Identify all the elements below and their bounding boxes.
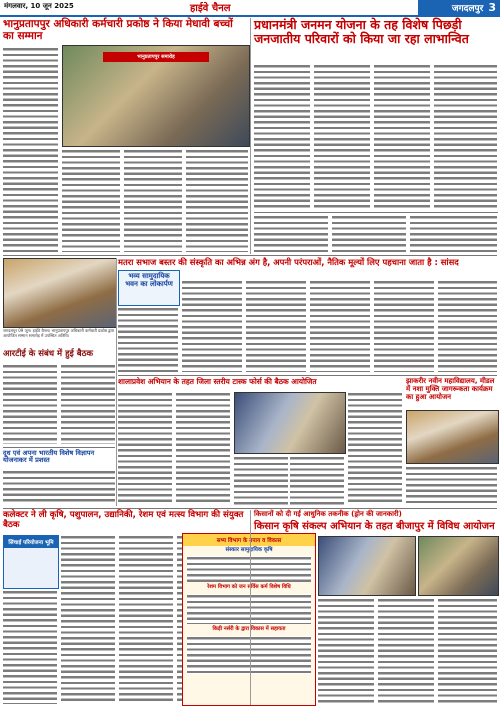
article-body	[438, 280, 497, 372]
article-body	[3, 590, 57, 704]
article-body	[438, 598, 497, 704]
headline-dudh: दूध एवं अपना भारतीय विशेष विज्ञापन योजनाकर में प्रशस्त	[3, 449, 95, 465]
boxed-story	[118, 270, 180, 306]
article-body	[3, 47, 58, 252]
article-body	[374, 280, 434, 372]
article-body	[310, 280, 370, 372]
divider	[118, 375, 497, 376]
article-body	[374, 64, 430, 208]
article-body	[61, 364, 115, 444]
headline-collector: कलेक्टर ने ली कृषि, पशुपालन, उद्यानिकी, रेशम एवं मत्स्य विभाग की संयुक्त बैठक	[3, 510, 244, 530]
article-body	[348, 392, 402, 505]
article-body	[182, 280, 242, 372]
article-body	[61, 535, 115, 704]
headline-left-top: भानुप्रतापपुर अधिकारी कर्मचारी प्रकोष्ठ ने किया मेधावी बच्चों का सम्मान	[3, 18, 233, 42]
ad-body	[187, 636, 311, 674]
article-body	[332, 215, 406, 252]
article-body	[434, 64, 497, 208]
photo-caption: जगदलपुर 09 जून। हाईवे चैनल। भानुप्रतापपुर अधिकारी कर्मचारी प्रकोष्ठ द्वारा आयोजित सम्मान समारोह में उपस्थित अतिथि।	[3, 328, 115, 338]
event-photo	[3, 258, 117, 328]
photo-banner: भानुप्रतापपुर समारोह	[103, 52, 209, 62]
issue-date: मंगलवार, 10 जून 2025	[4, 2, 74, 10]
column-rule	[116, 258, 117, 506]
headline-jhakri: झाकरीर नवीन महाविद्यालय, मीडल में नशा मुक्ति जागरूकता कार्यक्रम का हुआ आयोजन	[406, 377, 495, 401]
divider	[3, 447, 115, 448]
article-body	[246, 280, 306, 372]
boxed-story-title: भव्य सामुदायिक भवन का लोकार्पण	[125, 272, 173, 288]
headline-rte: आरटीई के संबंध में हुई बैठक	[3, 349, 94, 359]
headline-shala: शालाप्रवेश अभियान के तहत जिला स्तरीय टास्क फोर्स की बैठक आयोजित	[118, 377, 317, 386]
article-body	[124, 149, 182, 252]
headline-kisan-main: किसान कृषि संकल्प अभियान के तहत बीजापुर में विविध आयोजन	[254, 521, 495, 532]
headline-kisan-bottom: किसानों को दी गई आधुनिक तकनीक (ड्रोन की जानकारी)	[254, 510, 402, 518]
paper-name: हाईवे चैनल	[190, 3, 231, 14]
article-body	[118, 392, 172, 505]
article-body	[118, 307, 178, 372]
city-band	[418, 0, 500, 15]
column-rule	[250, 510, 251, 705]
article-body	[254, 215, 328, 252]
article-body	[119, 535, 173, 704]
ad-title: सभ्य विभाग के उपाय व विकास	[183, 534, 315, 546]
ad-subtitle-2: रेशम विभाग को जन सर्विस कर्म विशेष विधि	[207, 584, 291, 591]
ad-subtitle: संस्कार सामुदायिक कृषि	[225, 547, 273, 553]
article-body	[3, 470, 115, 505]
side-box-title: सिंचाई परियोजना भूमि	[4, 536, 58, 548]
article-body	[314, 64, 370, 208]
article-body	[290, 456, 344, 505]
advertisement	[182, 533, 316, 706]
article-body	[186, 149, 248, 252]
article-body	[62, 149, 120, 252]
divider	[3, 508, 497, 509]
headline-center-mid: मतरा सभाज बस्तर की संस्कृति का अभिन्न अंग है, अपनी परंपराओं, नैतिक मूल्यों लिए पहचाना जाता है : सांसद	[118, 257, 459, 267]
article-body	[378, 598, 434, 704]
ad-body	[187, 594, 311, 624]
article-body	[410, 215, 497, 252]
event-photo	[318, 536, 416, 596]
ad-body	[187, 556, 311, 582]
divider	[254, 212, 498, 213]
article-body	[406, 466, 497, 505]
article-body	[3, 364, 57, 444]
event-photo	[234, 392, 346, 454]
side-box	[3, 535, 59, 589]
city-name: जगदलपुर	[451, 4, 484, 14]
event-photo	[62, 45, 250, 147]
event-photo	[406, 410, 499, 464]
divider	[3, 255, 497, 256]
article-body	[254, 64, 310, 208]
article-body	[318, 598, 374, 704]
event-photo	[418, 536, 499, 596]
headline-right-top: प्रधानमंत्री जनमन योजना के तह विशेष पिछड़ी जनजातीय परिवारों को किया जा रहा लाभान्वित	[254, 17, 469, 46]
ad-subtitle-3: किड़ी नर्सरी के द्वारा विकास में सहायता	[212, 625, 286, 632]
article-body	[234, 456, 288, 505]
page-number: 3	[488, 1, 496, 14]
column-rule	[250, 18, 251, 254]
article-body	[176, 392, 230, 505]
